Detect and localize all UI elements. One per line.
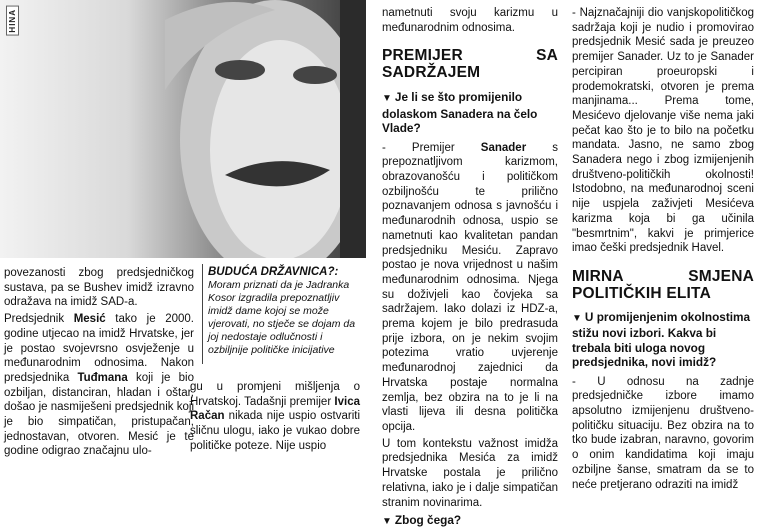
- col3-paragraph-2: U tom kontekstu važnost imidža predsjednika Mesića za imidž Hrvatske postala je prilično relativna, iako je i dalje simpatičan stranim novinarima.: [382, 437, 558, 509]
- text: s prepoznatljivom karizmom, obrazovanošću i političkom ozbiljnošću te prilično poznavanjem odnosa s javnošću i međunarodnih odnosa, uspio se nametnuti kao kvalitetan pandan predsjedniku Mesiću. Zapravo postao je nova vrijednost u našim međunarodnim odnosima. Njega su doživjeli kao čovjeka sa sadržajem. Iako dolazi iz HDZ-a, prema kojem je bilo predrasuda prije izbora, on je nekim svojim potezima vratio uvjerenje međunarodnoj zajednici da Hrvatska postaje normalna zemlja, bez obzira na to je li na vlasti lijeva ili desna politička opcija.: [382, 141, 558, 433]
- section-heading-premijer: PREMIJER SA SADRŽAJEM: [382, 47, 558, 82]
- triangle-bullet-icon: ▼: [382, 516, 392, 528]
- question-3: [572, 310, 754, 370]
- caption-text: Moram priznati da je Jadranka Kosor izgradila prepoznatljiv imidž dame kojoj se može vjerovati, no stječe se dojam da joj nedostaje odlučnosti i ozbiljnije političke inicijative: [208, 279, 356, 356]
- col4-paragraph-2: - U odnosu na zadnje predsjedničke izbore imamo apsolutno izmijenjenu društveno-političku situaciju. Bez obzira na to tko bude izabran, naravno, govorim o onim kandidatima koji imaju ozbiljne šanse, smatram da se to neće pretjerano odraziti na imidž: [572, 375, 754, 491]
- column-1: [4, 266, 194, 461]
- text: Je li se što promijenilo dolaskom Sanadera na čelo Vlade?: [382, 90, 538, 136]
- name-sanader: Sanader: [480, 141, 527, 154]
- name-mesic: Mesić: [73, 313, 106, 326]
- col4-paragraph-1: - Najznačajniji dio vanjskopolitičkog sadržaja koji je nudio i promovirao predsjednik Mesić sada je preuzeo premijer Sanader. Uz to je Sanader percipiran proeuropski i prodemokratski, otvoren je prema manjinama... Prema tome, Mesićevo djelovanje više nema jaki pečat kao što je to bilo na početku mandata. Jasno, ne samo zbog Sanadera nego i zbog izmijenjenih društveno-političkih okolnosti! Istodobno, na međunarodnoj sceni nije uspjela zaživjeti Mesićeva karizma koja bi ga učinila "besmrtnim", kakvi je primjerice imao češki predsjednik Havel.: [572, 7, 754, 255]
- question-2: [382, 513, 558, 529]
- portrait-photo: [0, 0, 366, 258]
- col3-paragraph-1: [382, 141, 558, 435]
- text: Predsjednik: [4, 313, 74, 326]
- portrait-face-image: [165, 0, 366, 258]
- col2-paragraph-1: [190, 380, 360, 454]
- col1-paragraph-2: [4, 312, 194, 459]
- column-2: [190, 380, 360, 456]
- caption-title: BUDUĆA DRŽAVNICA?:: [208, 266, 339, 278]
- text: - Premijer: [382, 141, 481, 154]
- section-heading-mirna-smjena: MIRNA SMJENA POLITIČKIH ELITA: [572, 267, 754, 302]
- text: U promijenjenim okolnostima stižu novi izbori. Kakva bi trebala biti uloga novog predsjednika, novi imidž?: [572, 309, 751, 370]
- column-4: [572, 6, 754, 494]
- name-tudman: Tuđmana: [77, 371, 128, 384]
- triangle-bullet-icon: ▼: [572, 312, 582, 324]
- photo-credit: HINA: [6, 6, 19, 36]
- caption-divider: [202, 264, 203, 364]
- text: tako je 2000. godine utjecao na imidž Hrvatske, jer je postao svojevrsno osvježenje u međunarodnim odnosima. Nakon predsjednika: [4, 313, 194, 384]
- triangle-bullet-icon: ▼: [382, 93, 392, 105]
- question-1: [382, 90, 558, 135]
- col1-paragraph-1: povezanosti zbog predsjedničkog sustava, pa se Bushev imidž izravno odražava na imidž SAD-a.: [4, 267, 194, 309]
- text: gu u promjeni mišljenja o Hrvatskoj. Tadašnji premijer: [190, 381, 360, 408]
- photo-caption: [208, 266, 358, 357]
- col3-paragraph-0: nametnuti svoju karizmu u međunarodnim odnosima.: [382, 7, 558, 34]
- text: Zbog čega?: [394, 513, 462, 528]
- column-3: [382, 6, 558, 530]
- text: koji je bio ozbiljan, distanciran, hladan i oštar, došao je nasmiješeni predsjednik koji je bio simpatičan, pristupačan, jednostavan, otvoren. Mesić je te godine odigrao značajnu ulo-: [4, 371, 194, 458]
- name-racan: Ivica Račan: [190, 395, 360, 423]
- text: nikada nije uspio ostvariti sličnu ulogu, iako je vukao dobre političke poteze. Nije uspio: [190, 410, 360, 452]
